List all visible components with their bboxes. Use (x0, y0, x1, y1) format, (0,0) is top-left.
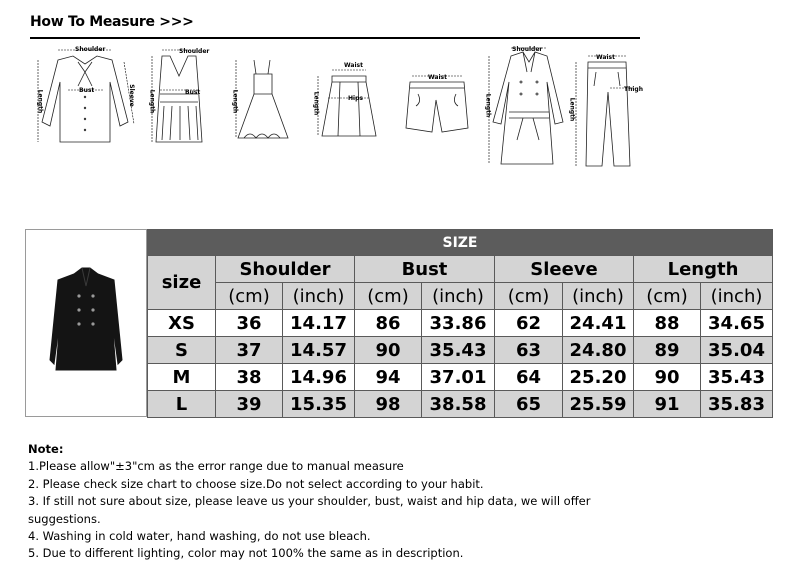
table-cell: 62 (495, 310, 563, 337)
note-item: 4. Washing in cold water, hand washing, do not use bleach. (28, 529, 371, 544)
table-cell: 86 (355, 310, 422, 337)
fig4-length-label: Length (312, 91, 320, 116)
fig6-shoulder-label: Shoulder (512, 46, 543, 53)
measure-figures (28, 42, 648, 182)
title-divider (30, 37, 640, 39)
table-cell: 25.20 (563, 364, 634, 391)
coat-figure (483, 42, 576, 172)
notes-section (28, 441, 678, 563)
fig1-length-label: Length (36, 89, 44, 114)
trousers-figure (568, 42, 648, 172)
table-cell: 24.41 (563, 310, 634, 337)
note-item: 3. If still not sure about size, please leave us your shoulder, bust, waist and hip data, we will offer (28, 494, 591, 509)
table-cell: 14.96 (283, 364, 355, 391)
table-cell: 90 (634, 364, 701, 391)
note-item: 1.Please allow"±3"cm as the error range due to manual measure (28, 459, 404, 474)
unit-header: (inch) (283, 283, 355, 310)
size-cell: M (148, 364, 216, 391)
fig2-shoulder-label: Shoulder (179, 48, 210, 55)
product-image (25, 229, 147, 417)
fig6-length-label: Length (484, 93, 492, 118)
bust-header: Bust (355, 256, 495, 283)
size-chart-table (147, 229, 773, 418)
table-cell: 98 (355, 391, 422, 418)
sleeve-header: Sleeve (495, 256, 634, 283)
table-cell: 14.17 (283, 310, 355, 337)
table-cell: 15.35 (283, 391, 355, 418)
table-cell: 38 (216, 364, 283, 391)
how-to-measure-title: How To Measure >>> (30, 14, 194, 30)
fig7-thigh-label: Thigh (624, 86, 643, 93)
table-cell: 37 (216, 337, 283, 364)
coat-photo (26, 230, 146, 416)
unit-header: (cm) (495, 283, 563, 310)
table-cell: 38.58 (422, 391, 495, 418)
unit-header: (cm) (355, 283, 422, 310)
table-title-cell (148, 230, 773, 256)
note-item: 2. Please check size chart to choose size.Do not select according to your habit. (28, 476, 484, 491)
table-cell: 35.83 (701, 391, 773, 418)
size-cell: L (148, 391, 216, 418)
blouse-figure (28, 42, 143, 152)
fig7-waist-label: Waist (596, 54, 615, 61)
size-cell: S (148, 337, 216, 364)
table-cell: 36 (216, 310, 283, 337)
fig7-length-label: Length (568, 97, 576, 122)
unit-header: (inch) (422, 283, 495, 310)
shoulder-header: Shoulder (216, 256, 355, 283)
table-row (148, 310, 773, 337)
table-cell: 33.86 (422, 310, 495, 337)
unit-header: (inch) (701, 283, 773, 310)
fig2-bust-label: Bust (185, 89, 201, 96)
size-header: size (148, 256, 216, 310)
table-cell: 37.01 (422, 364, 495, 391)
table-cell: 14.57 (283, 337, 355, 364)
length-header: Length (634, 256, 773, 283)
tank-top-figure (148, 42, 210, 152)
fig1-bust-label: Bust (79, 87, 95, 94)
notes-title: Note: (28, 442, 64, 456)
table-cell: 65 (495, 391, 563, 418)
table-cell: 88 (634, 310, 701, 337)
table-cell: 94 (355, 364, 422, 391)
table-cell: 39 (216, 391, 283, 418)
unit-header: (cm) (634, 283, 701, 310)
fig1-sleeve-label: Sleeve (127, 84, 135, 107)
table-row (148, 337, 773, 364)
unit-header: (inch) (563, 283, 634, 310)
unit-header: (cm) (216, 283, 283, 310)
table-cell: 89 (634, 337, 701, 364)
table-cell: 25.59 (563, 391, 634, 418)
table-cell: 34.65 (701, 310, 773, 337)
table-cell: 64 (495, 364, 563, 391)
size-cell: XS (148, 310, 216, 337)
note-item: 5. Due to different lighting, color may not 100% the same as in description. (28, 546, 464, 561)
dress-figure (230, 42, 295, 152)
table-row (148, 391, 773, 418)
table-cell: 63 (495, 337, 563, 364)
table-cell: 35.43 (422, 337, 495, 364)
fig4-hips-label: Hips (348, 95, 363, 102)
table-cell: 91 (634, 391, 701, 418)
fig1-shoulder-label: Shoulder (75, 46, 106, 53)
shorts-figure (396, 42, 478, 152)
note-item: suggestions. (28, 511, 101, 526)
fig2-length-label: Length (148, 89, 156, 114)
table-cell: 35.04 (701, 337, 773, 364)
table-cell: 90 (355, 337, 422, 364)
table-row (148, 364, 773, 391)
table-cell: 24.80 (563, 337, 634, 364)
fig4-waist-label: Waist (344, 62, 363, 69)
table-cell: 35.43 (701, 364, 773, 391)
table-title: SIZE (442, 234, 478, 251)
fig3-length-label: Length (231, 89, 239, 114)
fig5-waist-label: Waist (428, 74, 447, 81)
